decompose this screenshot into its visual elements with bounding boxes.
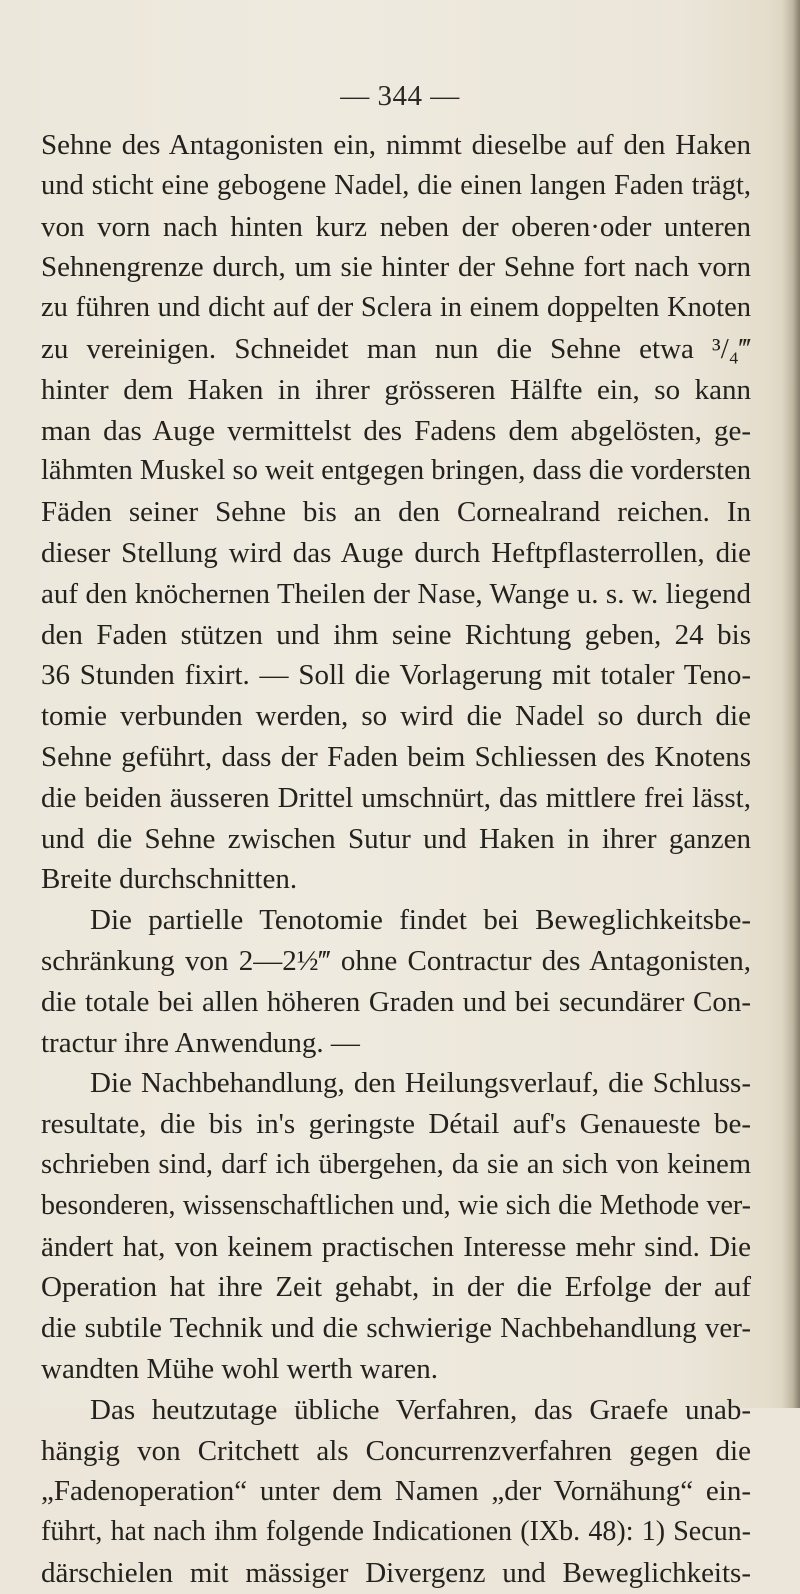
text-line: auf den knöchernen Theilen der Nase, Wange u. s. w. liegend [41, 577, 751, 610]
text-line: die subtile Technik und die schwierige Nachbehandlung ver- [41, 1312, 751, 1345]
text-line: dieser Stellung wird das Auge durch Heftpflasterrollen, die [41, 536, 751, 569]
text-line: hängig von Critchett als Concurrenzverfahren gegen die [41, 1434, 751, 1467]
text-line: man das Auge vermittelst des Fadens dem abgelösten, ge- [41, 414, 751, 447]
text-line: Die Nachbehandlung, den Heilungsverlauf, die Schluss- [90, 1067, 751, 1100]
text-line: schränkung von 2—2½‴ ohne Contractur des Antagonisten, [41, 944, 751, 977]
text-line: führt, hat nach ihm folgende Indicationen (IXb. 48): 1) Secun- [41, 1516, 751, 1548]
text-line: tractur ihre Anwendung. — [41, 1026, 360, 1059]
text-line: därschielen mit mässiger Divergenz und Beweglichkeits- [41, 1556, 751, 1589]
text-line: Breite durchschnitten. [41, 863, 298, 896]
text-line: 36 Stunden fixirt. — Soll die Vorlagerung mit totaler Teno- [41, 659, 751, 692]
text-line: zu führen und dicht auf der Sclera in einem doppelten Knoten [41, 292, 751, 324]
body-text [41, 125, 751, 1594]
text-line: und die Sehne zwischen Sutur und Haken in ihrer ganzen [41, 822, 751, 855]
text-line: die totale bei allen höheren Graden und bei secundärer Con- [41, 985, 751, 1018]
text-line: Sehne geführt, dass der Faden beim Schliessen des Knotens [41, 740, 751, 773]
text-line: Sehnengrenze durch, um sie hinter der Sehne fort nach vorn [41, 251, 751, 284]
text-line: die beiden äusseren Drittel umschnürt, das mittlere frei lässt, [41, 781, 751, 814]
text-line: hinter dem Haken in ihrer grösseren Hälfte ein, so kann [41, 373, 751, 406]
page-edge-shadow [782, 0, 800, 1408]
text-line: Die partielle Tenotomie findet bei Beweglichkeitsbe- [90, 904, 751, 937]
text-line: zu vereinigen. Schneidet man nun die Sehne etwa ³/₄‴ [41, 332, 751, 365]
text-line: besonderen, wissenschaftlichen und, wie sich die Methode ver- [41, 1189, 751, 1221]
text-line: resultate, die bis in's geringste Détail auf's Genaueste be- [41, 1108, 751, 1141]
text-line: lähmten Muskel so weit entgegen bringen, dass die vordersten [41, 455, 751, 487]
text-line: Sehne des Antagonisten ein, nimmt dieselbe auf den Haken [41, 129, 751, 161]
text-line: von vorn nach hinten kurz neben der oberen·oder unteren [41, 210, 751, 243]
text-line: wandten Mühe wohl werth waren. [41, 1352, 439, 1385]
page-number: — 344 — [340, 80, 460, 112]
text-line: tomie verbunden werden, so wird die Nadel so durch die [41, 700, 751, 733]
text-line: und sticht eine gebogene Nadel, die einen langen Faden trägt, [41, 169, 751, 201]
text-line: Operation hat ihre Zeit gehabt, in der die Erfolge der auf [41, 1271, 751, 1304]
text-line: den Faden stützen und ihm seine Richtung geben, 24 bis [41, 618, 751, 651]
text-line: Fäden seiner Sehne bis an den Cornealrand reichen. In [41, 496, 751, 529]
text-line: ändert hat, von keinem practischen Interesse mehr sind. Die [41, 1230, 751, 1263]
text-line: schrieben sind, darf ich übergehen, da sie an sich von keinem [41, 1148, 751, 1180]
text-line: „Fadenoperation“ unter dem Namen „der Vornähung“ ein- [41, 1475, 751, 1508]
text-line: Das heutzutage übliche Verfahren, das Graefe unab- [90, 1393, 751, 1426]
